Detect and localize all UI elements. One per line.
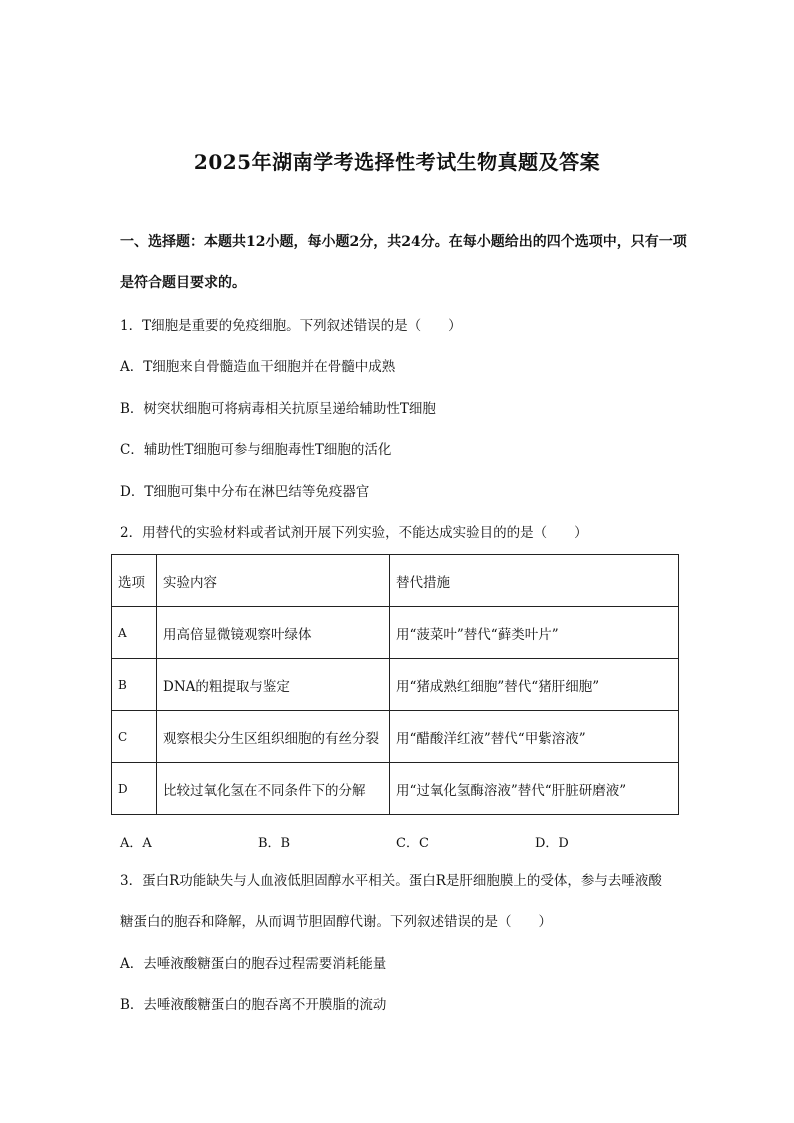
table-row [112, 607, 679, 659]
question-3-stem-line-2: 糖蛋白的胞吞和降解，从而调节胆固醇代谢。下列叙述错误的是（ ） [120, 914, 552, 930]
section-heading-line-2: 是符合题目要求的。 [120, 275, 246, 291]
table-row [112, 711, 679, 763]
table-cell: A [112, 607, 157, 659]
table-cell: 用“猪成熟红细胞”替代“猪肝细胞” [390, 659, 679, 711]
experiment-table [111, 554, 679, 815]
table-cell: 观察根尖分生区组织细胞的有丝分裂 [157, 711, 390, 763]
table-row [112, 763, 679, 815]
question-2-answer-b: B．B [258, 836, 291, 851]
question-1-option-d: D．T细胞可集中分布在淋巴结等免疫器官 [120, 484, 370, 500]
table-cell: C [112, 711, 157, 763]
question-2-answer-d: D．D [535, 836, 569, 851]
question-2-answer-c: C．C [396, 836, 429, 851]
question-1-option-a: A．T细胞来自骨髓造血干细胞并在骨髓中成熟 [120, 359, 396, 375]
table-header-cell: 实验内容 [157, 555, 390, 607]
table-cell: 用高倍显微镜观察叶绿体 [157, 607, 390, 659]
question-3-option-a: A．去唾液酸糖蛋白的胞吞过程需要消耗能量 [120, 956, 387, 972]
table-cell: 用“醋酸洋红液”替代“甲紫溶液” [390, 711, 679, 763]
question-3-option-b: B．去唾液酸糖蛋白的胞吞离不开膜脂的流动 [120, 997, 387, 1013]
table-cell: 比较过氧化氢在不同条件下的分解 [157, 763, 390, 815]
page-title: 2025年湖南学考选择性考试生物真题及答案 [193, 150, 601, 174]
question-2-stem: 2．用替代的实验材料或者试剂开展下列实验，不能达成实验目的的是（ ） [120, 525, 588, 541]
section-heading-line-1: 一、选择题：本题共12小题，每小题2分，共24分。在每小题给出的四个选项中，只有一项 [120, 234, 687, 250]
table-cell: DNA的粗提取与鉴定 [157, 659, 390, 711]
table-header-cell: 选项 [112, 555, 157, 607]
table-header-cell: 替代措施 [390, 555, 679, 607]
table-cell: 用“菠菜叶”替代“藓类叶片” [390, 607, 679, 659]
table-cell: 用“过氧化氢酶溶液”替代“肝脏研磨液” [390, 763, 679, 815]
table-cell: B [112, 659, 157, 711]
table-header-row [112, 555, 679, 607]
question-1-option-c: C．辅助性T细胞可参与细胞毒性T细胞的活化 [120, 442, 392, 458]
question-1-stem: 1．T细胞是重要的免疫细胞。下列叙述错误的是（ ） [120, 318, 462, 334]
question-3-stem-line-1: 3．蛋白R功能缺失与人血液低胆固醇水平相关。蛋白R是肝细胞膜上的受体，参与去唾液酸 [120, 873, 662, 889]
table-row [112, 659, 679, 711]
table-cell: D [112, 763, 157, 815]
question-2-answer-a: A．A [120, 836, 152, 851]
question-1-option-b: B．树突状细胞可将病毒相关抗原呈递给辅助性T细胞 [120, 401, 436, 417]
